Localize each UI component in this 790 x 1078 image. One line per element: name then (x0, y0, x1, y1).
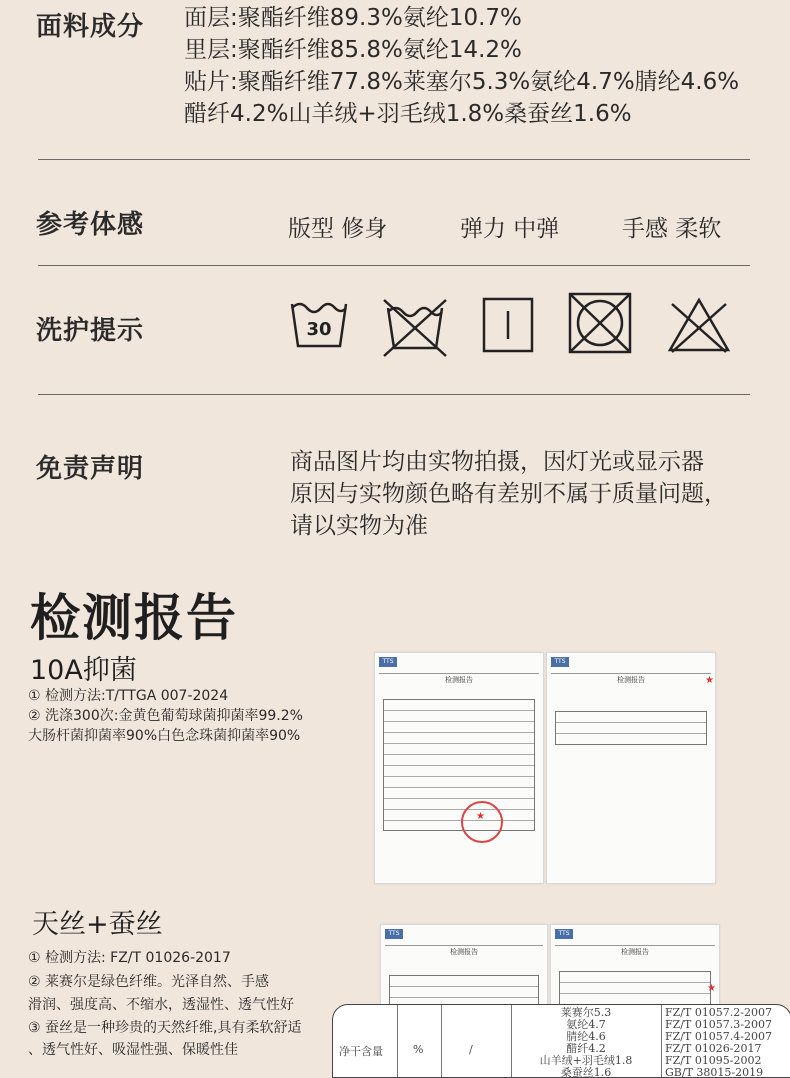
star-icon: ★ (707, 983, 716, 994)
zoom-standard: FZ/T 01057.3-2007 (665, 1018, 773, 1031)
divider (38, 394, 750, 395)
feel-touch: 手感 柔软 (622, 216, 722, 242)
feel-label: 参考体感 (36, 210, 145, 240)
lab-logo: TTS (555, 929, 573, 939)
composition-label: 面料成分 (36, 12, 145, 42)
disclaimer-label: 免责声明 (36, 454, 145, 484)
antibacterial-notes (28, 686, 303, 746)
tencel-line: ③ 蚕丝是一种珍贵的天然纤维,具有柔软舒适 (28, 1020, 302, 1036)
star-icon: ★ (476, 811, 485, 822)
lab-logo: TTS (379, 657, 397, 667)
report-thumbnail (546, 652, 716, 884)
red-stamp (461, 801, 503, 843)
zoom-fiber: 腈纶4.6 (566, 1030, 606, 1043)
report-doc-title: 检测报告 (445, 676, 473, 684)
tencel-line: 、透气性好、吸湿性强、保暖性佳 (28, 1042, 238, 1058)
zoom-fiber: 桑蚕丝1.6 (560, 1066, 612, 1078)
no-iron-icon (664, 294, 734, 356)
zoom-standard: GB/T 38015-2019 (665, 1066, 764, 1078)
zoom-standard-list (665, 1007, 790, 1078)
tencel-line: ① 检测方法: FZ/T 01026-2017 (28, 950, 231, 966)
tencel-line: ② 莱赛尔是绿色纤维。光泽自然、手感 (28, 974, 269, 990)
zoom-standard: FZ/T 01095-2002 (665, 1054, 762, 1067)
feel-stretch: 弹力 中弹 (460, 216, 560, 242)
disclaimer-line: 请以实物为准 (290, 513, 428, 539)
zoom-fiber: 莱赛尔5.3 (560, 1006, 612, 1019)
wash-30-icon (288, 294, 350, 354)
tencel-notes (28, 946, 301, 1060)
disclaimer-line: 原因与实物颜色略有差别不属于质量问题， (290, 481, 727, 507)
composition-line: 里层:聚酯纤维85.8%氨纶14.2% (184, 37, 522, 63)
report-header (555, 929, 715, 946)
zoom-fiber-list (511, 1007, 661, 1078)
composition-line: 贴片:聚酯纤维77.8%莱塞尔5.3%氨纶4.7%腈纶4.6% (184, 69, 740, 95)
lab-logo: TTS (551, 657, 569, 667)
zoom-col-unit: % (413, 1043, 424, 1056)
report-header (379, 657, 539, 674)
zoom-standard: FZ/T 01026-2017 (665, 1042, 762, 1055)
zoom-fiber: 山羊绒+羽毛绒1.8 (539, 1054, 633, 1067)
report-header (385, 929, 543, 946)
composition-lines (184, 2, 739, 130)
report-grid (383, 699, 535, 831)
antibacterial-line: ① 检测方法:T/TTGA 007-2024 (28, 688, 229, 704)
zoom-col-label: 净干含量 (339, 1045, 383, 1058)
zoom-standard: FZ/T 01057.4-2007 (665, 1030, 773, 1043)
reports-title: 检测报告 (30, 589, 238, 647)
star-icon: ★ (705, 675, 714, 686)
divider (38, 159, 750, 160)
lab-logo: TTS (385, 929, 403, 939)
feel-fit: 版型 修身 (288, 216, 388, 242)
hang-dry-icon (482, 297, 534, 353)
divider (38, 265, 750, 266)
antibacterial-line: 大肠杆菌抑菌率90%白色念珠菌抑菌率90% (28, 728, 301, 744)
report-grid (555, 711, 707, 745)
no-bleach-icon (380, 294, 450, 358)
zoom-col-mark: / (469, 1043, 473, 1056)
zoom-standard: FZ/T 01057.2-2007 (665, 1006, 773, 1019)
no-tumble-dry-icon (566, 290, 634, 356)
report-doc-title: 检测报告 (621, 948, 649, 956)
care-label: 洗护提示 (36, 316, 145, 346)
wash-temp: 30 (306, 319, 332, 340)
disclaimer-text (290, 446, 727, 542)
antibacterial-title: 10A抑菌 (30, 655, 137, 686)
tencel-line: 滑润、强度高、不缩水，透湿性、透气性好 (28, 997, 294, 1013)
antibacterial-line: ② 洗涤300次:金黄色葡萄球菌抑菌率99.2% (28, 708, 303, 724)
composition-line: 面层:聚酯纤维89.3%氨纶10.7% (184, 5, 522, 31)
report-doc-title: 检测报告 (450, 948, 478, 956)
report-thumbnail (374, 652, 544, 884)
report-doc-title: 检测报告 (617, 676, 645, 684)
composition-line: 醋纤4.2%山羊绒+羽毛绒1.8%桑蚕丝1.6% (184, 101, 632, 127)
report-header (551, 657, 711, 674)
composition-zoom-table (332, 1004, 790, 1078)
zoom-fiber: 醋纤4.2 (566, 1042, 606, 1055)
disclaimer-line: 商品图片均由实物拍摄，因灯光或显示器 (290, 449, 704, 475)
zoom-fiber: 氨纶4.7 (566, 1018, 606, 1031)
tencel-title: 天丝+蚕丝 (32, 909, 163, 940)
